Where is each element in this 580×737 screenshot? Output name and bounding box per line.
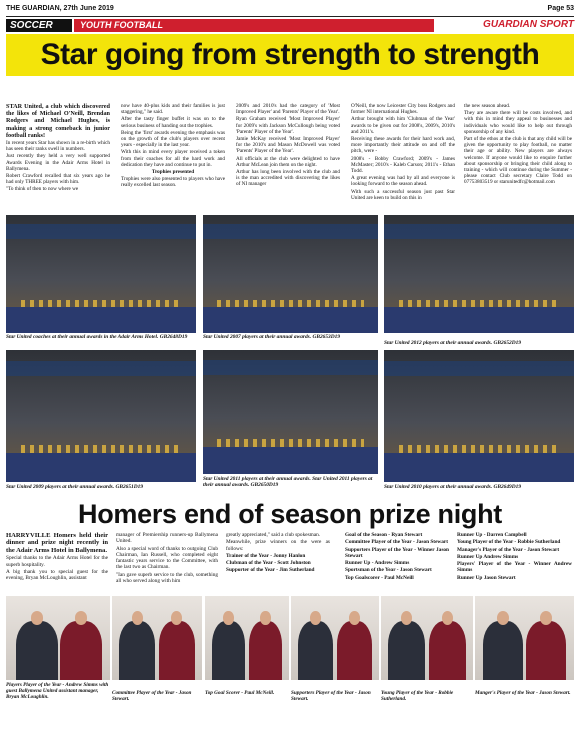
story2-para: greatly appreciated," said a club spokesman. (226, 532, 321, 538)
story1-para: A great evening was had by all and everyone is looking forward to the season ahead. (351, 175, 455, 188)
photo-managers-player (475, 596, 574, 680)
story1-para: Jamie McKay received 'Most Improved Player' for the 2010's and Mason McDowell was voted 'Parents' Player of the Year'. (236, 136, 340, 155)
story1-para: Robert Crawford recalled that six years ago he had only THREE players with him. (6, 173, 110, 186)
story2-award: Supporter of the Year - Jim Sutherland (226, 567, 315, 574)
story2-award: Runner Up - Andrew Simms (345, 560, 410, 567)
photo-2010-players (384, 350, 574, 482)
caption-committee-player: Committee Player of the Year - Jason Stewart. (112, 690, 192, 702)
caption-2010: Star United 2010 players at their annual awards. GB2649D19 (384, 484, 522, 490)
story2-award: Goal of the Season - Ryan Stewart (345, 532, 423, 538)
photo-2007-players (203, 215, 378, 333)
story1-col-2 (121, 103, 225, 190)
story2-headline: Homers end of season prize night (78, 499, 502, 529)
caption-2007: Star United 2007 players at their annual awards. GB2653D19 (203, 334, 341, 340)
story1-para: Part of the ethos at the club is that any child will be given the opportunity to play football, no matter their age or ability. New players are always welcome. If anyone would like to enquire further about sponsorship or bringing their child along to training - which will continue during the Summer - please contact Club secretary Claire Todd on 07753803519 or starunitedfc@hotmail.com (464, 136, 572, 186)
caption-2012: Star United 2012 players at their annual awards. GB2652D19 (384, 340, 522, 346)
story2-award: Committee Player of the Year - Jason Stewart (345, 539, 449, 546)
section-soccer-label: SOCCER (6, 19, 72, 32)
story2-col-4 (345, 532, 449, 582)
caption-2011: Star United 2011 players at their annual awards. Star United 2011 players at their annual awards. GB2650D19 (203, 476, 373, 489)
story2-para: Meanwhile, prize winners on the were as follows: (226, 539, 330, 552)
story2-award: Players' Player of the Year - Winner Andrew Simms (457, 561, 572, 574)
story2-award: Top Goalscorer - Paul McNeill (345, 574, 414, 581)
story2-award: Runner Up Jason Stewart (457, 574, 516, 581)
story1-para: With this in mind every player received a token from their coaches for all the hard work and dedication they have and continue to put in. (121, 149, 225, 168)
story2-award: Runner Up - Darren Campbell (457, 532, 527, 538)
story2-col-2 (116, 532, 218, 585)
story2-col-3 (226, 532, 330, 575)
story1-para: All officials at the club were delighted to have Arthur McLean join them on the night. (236, 155, 340, 168)
photo-2009-players (6, 350, 196, 482)
story2-para: manager of Premiership runners-up Ballymena United. (116, 532, 218, 545)
photo-2011-players (203, 350, 378, 474)
story2-award: Trainer of the Year - Jonny Hanlon (226, 552, 306, 559)
story1-col-1 (6, 103, 110, 194)
story1-para: the new season ahead. (464, 103, 511, 109)
photo-committee-player (112, 596, 202, 680)
story1-para: In recent years Star has shown in a re-birth which has seen their ranks swell in numbers. (6, 140, 110, 153)
story2-para: A big thank you to special guest for the evening, Bryan McLoughlin, assistant (6, 568, 108, 582)
photo-supporters-player (291, 596, 379, 680)
story1-para: Ryan Graham received 'Most Improved Player' for 2009's with Jackson McCullough being voted 'Parents' Player of the Year'. (236, 116, 340, 135)
story2-award: Sportsman of the Year - Jason Stewart (345, 567, 432, 574)
masthead-date: THE GUARDIAN, 27th June 2019 (6, 5, 114, 12)
photo-players-player (6, 596, 110, 680)
guardian-sport-brand (440, 18, 574, 32)
story2-lead: HARRYVILLE Homers held their dinner and prize night recently in the Adair Arms Hotel in Ballymena. (6, 532, 108, 554)
caption-young-player: Young Player of the Year - Robbie Sutherland. (381, 690, 454, 702)
story1-lead: STAR United, a club which discovered the likes of Michael O'Neill, Brendan Rodgers and Michael Hughes, is making a strong comeback in junior football ranks! (6, 103, 110, 139)
story1-subhead: Trophies presented (151, 169, 195, 176)
story2-para: Also a special word of thanks to outgoing Club Chairman, Ian Russell, who completed eight fantastic years service to the Committee, with the last two as Chairman. (116, 545, 218, 571)
story1-para: now have 40-plus kids and their families is just staggering," he said. (121, 103, 225, 116)
photo-top-goal-scorer (205, 596, 289, 680)
story2-headline-banner (6, 497, 574, 531)
photo-young-player (381, 596, 473, 680)
story1-para: With such a successful season just past Star United are keen to build on this in (351, 188, 455, 201)
caption-coaches: Star United coaches at their annual awards in the Adair Arms Hotel. GB2648D19 (6, 334, 188, 340)
story1-para: 2008's - Bobby Crawford; 2009's - James McMaster; 2010's - Kaleb Carson; 2011's - Ethan Todd. (351, 155, 455, 175)
caption-managers-player: Manger's Player of the Year - Jason Stewart. (475, 690, 571, 696)
masthead (6, 2, 574, 17)
story1-headline-banner (6, 34, 574, 76)
story1-para: "To think of then to now where we (6, 186, 79, 193)
brand-sport: SPORT (539, 19, 574, 30)
story2-award: Clubman of the Year - Scott Johnston (226, 560, 311, 567)
story1-para: They are aware there will be costs involved, and with this in mind they appeal to businesses and individuals who would like to help out through sponsorship of any kind. (464, 110, 572, 135)
brand-guardian: GUARDIAN (483, 19, 537, 30)
story1-para: Trophies were also presented to players who have really excelled last season. (121, 176, 225, 189)
story1-col-5 (464, 103, 572, 187)
story2-para: "Ian gave superb service to the club, something all who served along with him (116, 571, 218, 585)
story2-col-1 (6, 532, 108, 582)
caption-top-goal-scorer: Top Goal Scorer - Paul McNeill. (205, 690, 275, 696)
caption-players-player: Players Player of the Year - Andrew Simms with guest Ballymena United assistant manager, Bryan McLoughlin. (6, 682, 109, 700)
story1-headline: Star going from strength to strength (40, 38, 540, 71)
photo-2012-players (384, 215, 574, 333)
story1-col-4 (351, 103, 455, 202)
photo-coaches (6, 215, 196, 333)
story1-para: Just recently they held a very well supported Awards Evening in the Adair Arms Hotel in Ballymena. (6, 153, 110, 172)
story2-col-5 (457, 532, 572, 582)
story1-body (6, 103, 574, 213)
story2-award: Manager's Player of the Year - Jason Stewart (457, 546, 560, 553)
story1-para: O'Neill, the now Leicester City boss Rodgers and former NI international Hughes. (351, 103, 455, 116)
story2-award: Supporters Player of the Year - Winner Jason Stewart (345, 546, 449, 559)
story2-award: Young Player of the Year - Robbie Sutherland (457, 539, 561, 546)
story1-para: Arthur brought with him 'Clubman of the Year' awards to be given out for 2008's, 2009's, 2010's and 2011's. (351, 116, 455, 135)
story1-col-3 (236, 103, 340, 189)
page-number: Page 53 (547, 5, 574, 12)
section-youth-label: YOUTH FOOTBALL (74, 19, 434, 32)
story1-para: After the tasty finger buffet it was on to the serious business of handing out the trophies. (121, 116, 225, 129)
story2-award: Runner Up Andrew Simms (457, 553, 519, 560)
caption-supporters-player: Supporters Player of the Year - Jason Stewart. (291, 690, 371, 702)
story1-para: Receiving these awards for their hard work and, more importantly their attitude on and off the pitch, were - (351, 136, 455, 155)
story2-para: Special thanks to the Adair Arms Hotel for the superb hospitality. (6, 555, 108, 568)
story1-para: 2009's and 2010's had the category of 'Most Improved Player' and 'Parents' Player of the Year'. (236, 103, 340, 116)
story1-para: Arthur has long been involved with the club and is the man accredited with discovering the likes of NI manager (236, 169, 340, 188)
caption-2009: Star United 2009 players at their annual awards. GB2651D19 (6, 484, 144, 490)
story1-para: Being the 'first' awards evening the emphasis was on the growth of the club's players over recent years - especially in the last year. (121, 129, 225, 149)
